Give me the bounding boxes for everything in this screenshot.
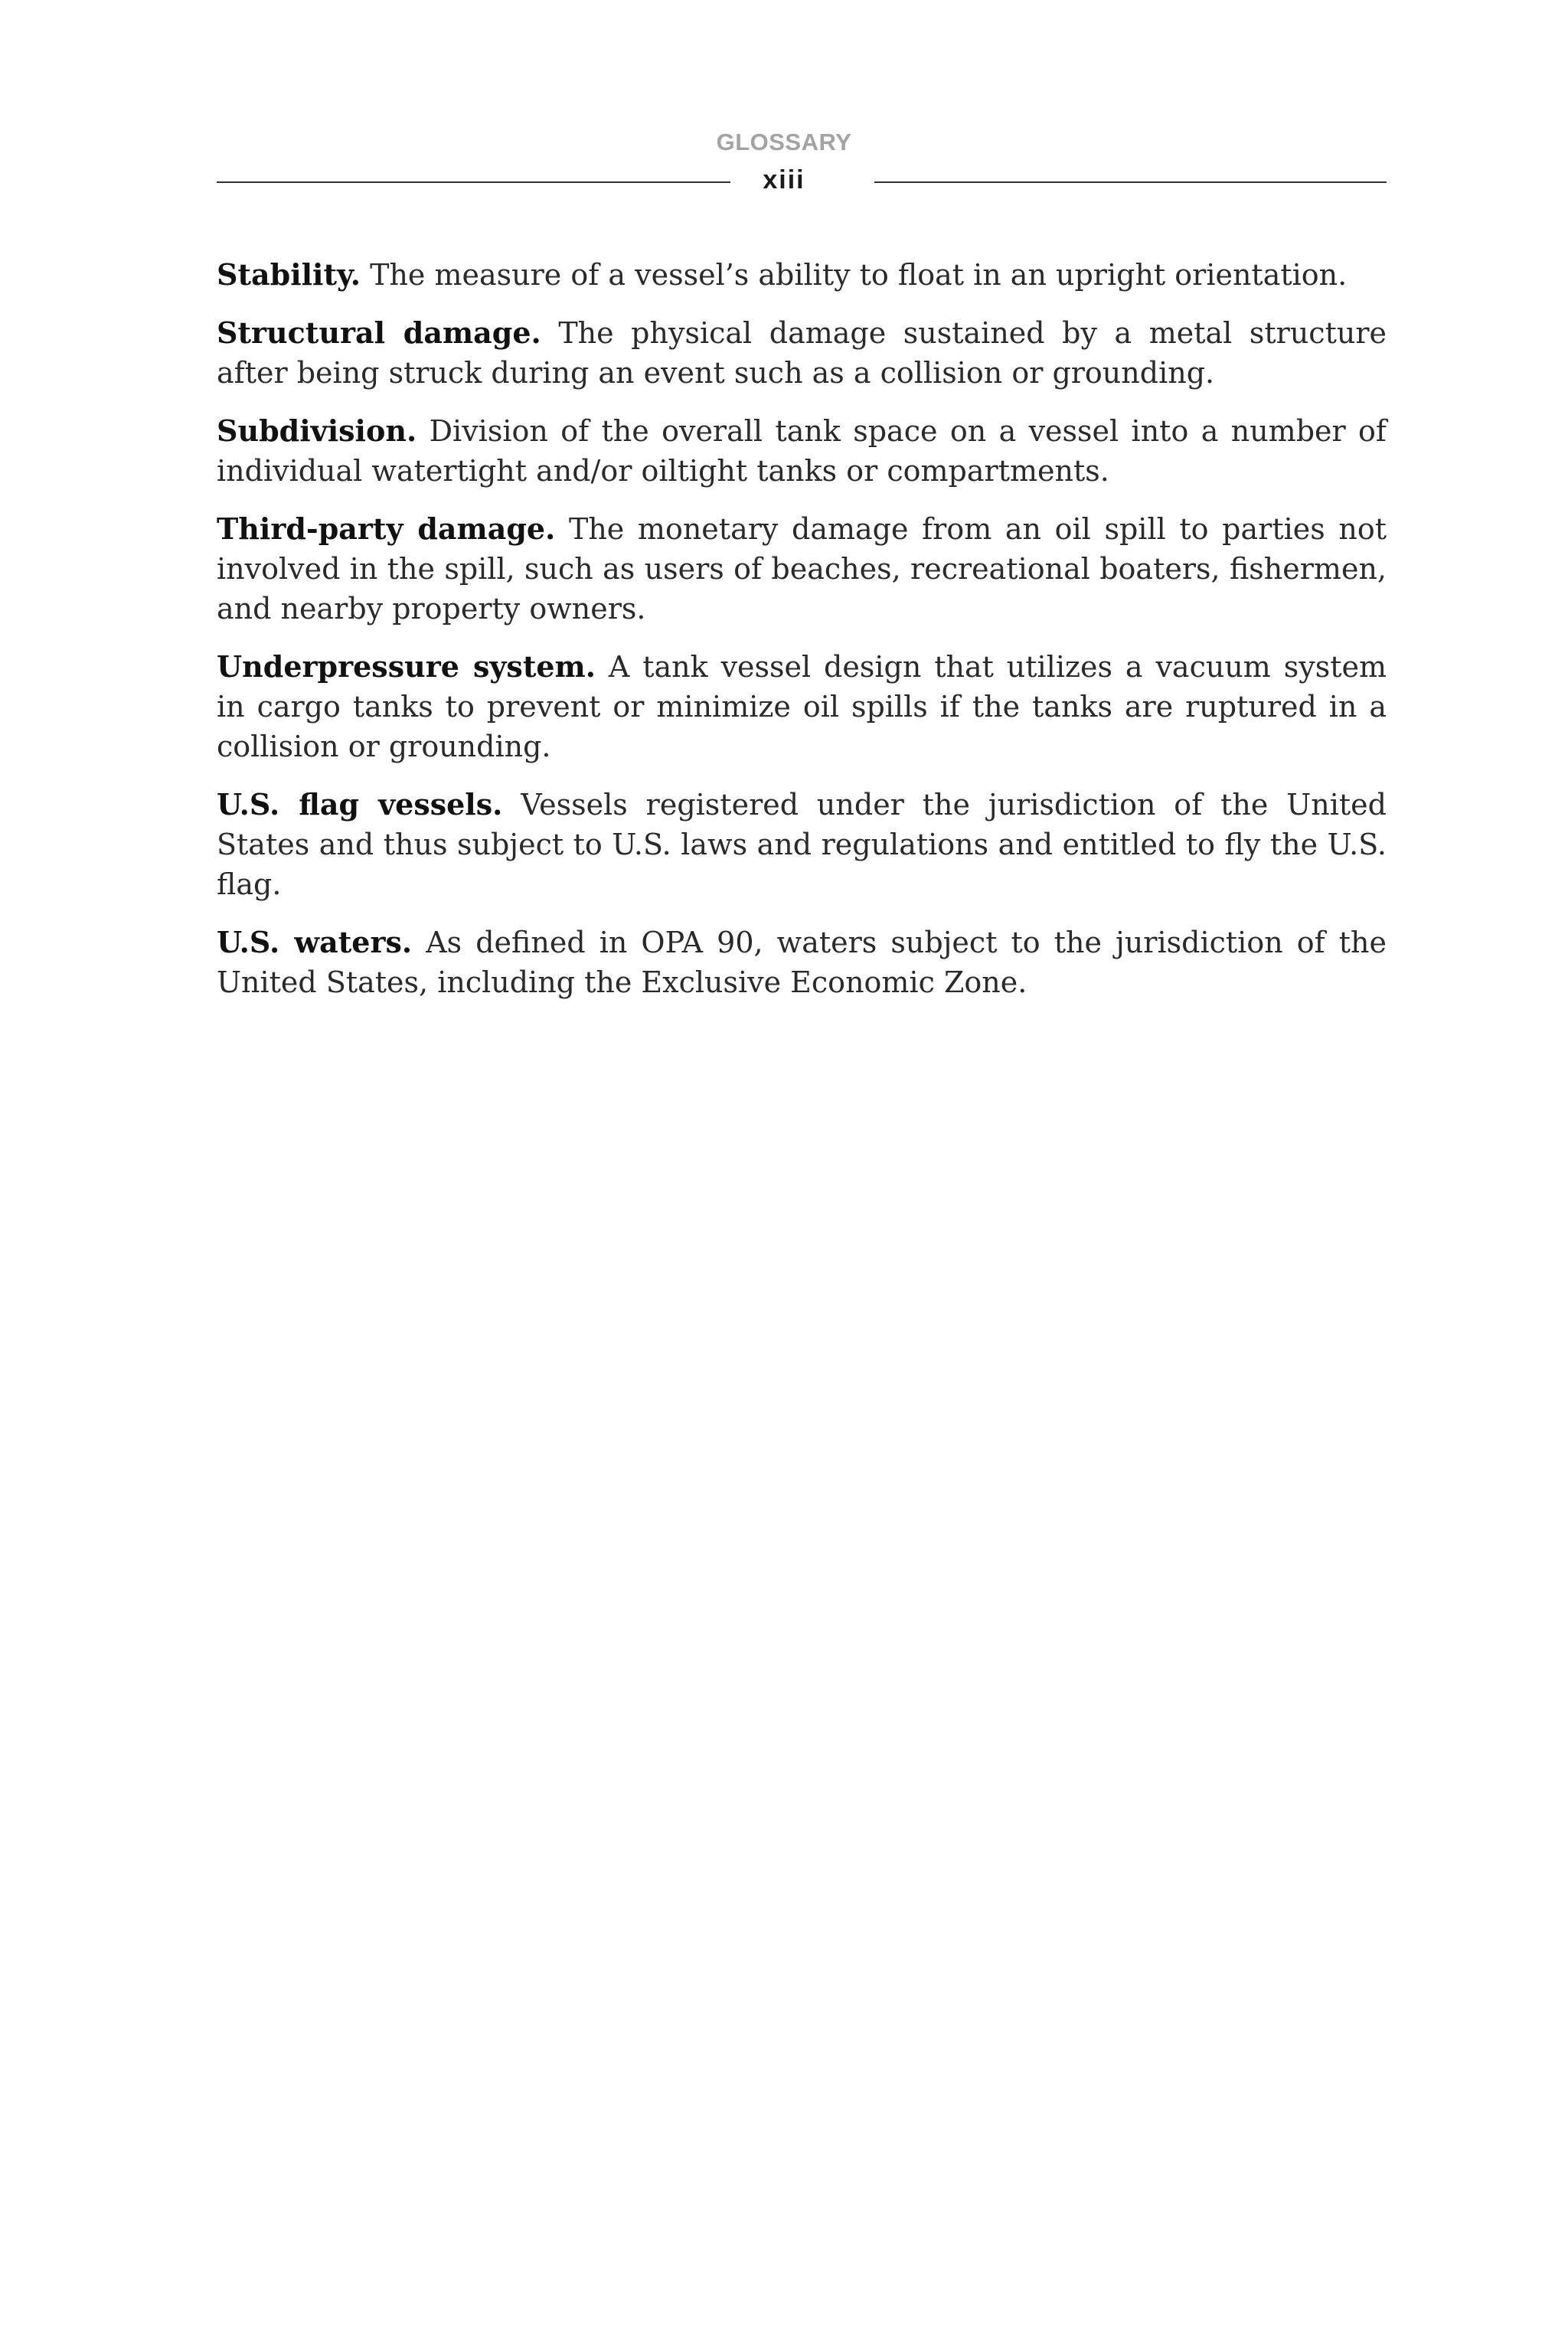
glossary-entry-underpressure-system (217, 647, 1387, 766)
glossary-definition: Division of the overall tank space on a vessel into a number of individual watertight and/or oiltight tanks or compartments. (217, 414, 1387, 488)
glossary-definition: The measure of a vessel’s ability to float in an upright orientation. (370, 258, 1348, 292)
glossary-term: Stability. (217, 257, 361, 292)
glossary-entry-stability (217, 255, 1387, 295)
glossary-term: U.S. flag vessels. (217, 787, 503, 822)
glossary-term: U.S. waters. (217, 925, 413, 959)
glossary-definition: A tank vessel design that utilizes a vacuum system in cargo tanks to prevent or minimize oil spills if the tanks are ruptured in a collision or grounding. (217, 650, 1387, 763)
glossary-entry-third-party-damage (217, 509, 1387, 629)
page-number: xiii (763, 165, 805, 194)
glossary-term: Subdivision. (217, 413, 417, 448)
header-rule-right (874, 181, 1387, 183)
glossary-term: Structural damage. (217, 315, 541, 350)
glossary-term: Third-party damage. (217, 511, 556, 546)
glossary-entry-subdivision (217, 411, 1387, 491)
glossary-entry-us-flag-vessels (217, 785, 1387, 904)
glossary-definition: As defined in OPA 90, waters subject to the jurisdiction of the United States, including the Exclusive Economic Zone. (217, 926, 1387, 999)
glossary-entries (217, 255, 1387, 1021)
glossary-definition: Vessels registered under the jurisdiction of the United States and thus subject to U.S. laws and regulations and entitled to fly the U.S. flag. (217, 788, 1387, 901)
running-head: GLOSSARY (716, 129, 852, 155)
glossary-entry-structural-damage (217, 313, 1387, 393)
glossary-entry-us-waters (217, 923, 1387, 1002)
glossary-definition: The physical damage sustained by a metal structure after being struck during an event such as a collision or grounding. (217, 316, 1387, 390)
glossary-definition: The monetary damage from an oil spill to parties not involved in the spill, such as users of beaches, recreational boaters, fishermen, and nearby property owners. (217, 512, 1387, 626)
glossary-term: Underpressure system. (217, 649, 596, 684)
